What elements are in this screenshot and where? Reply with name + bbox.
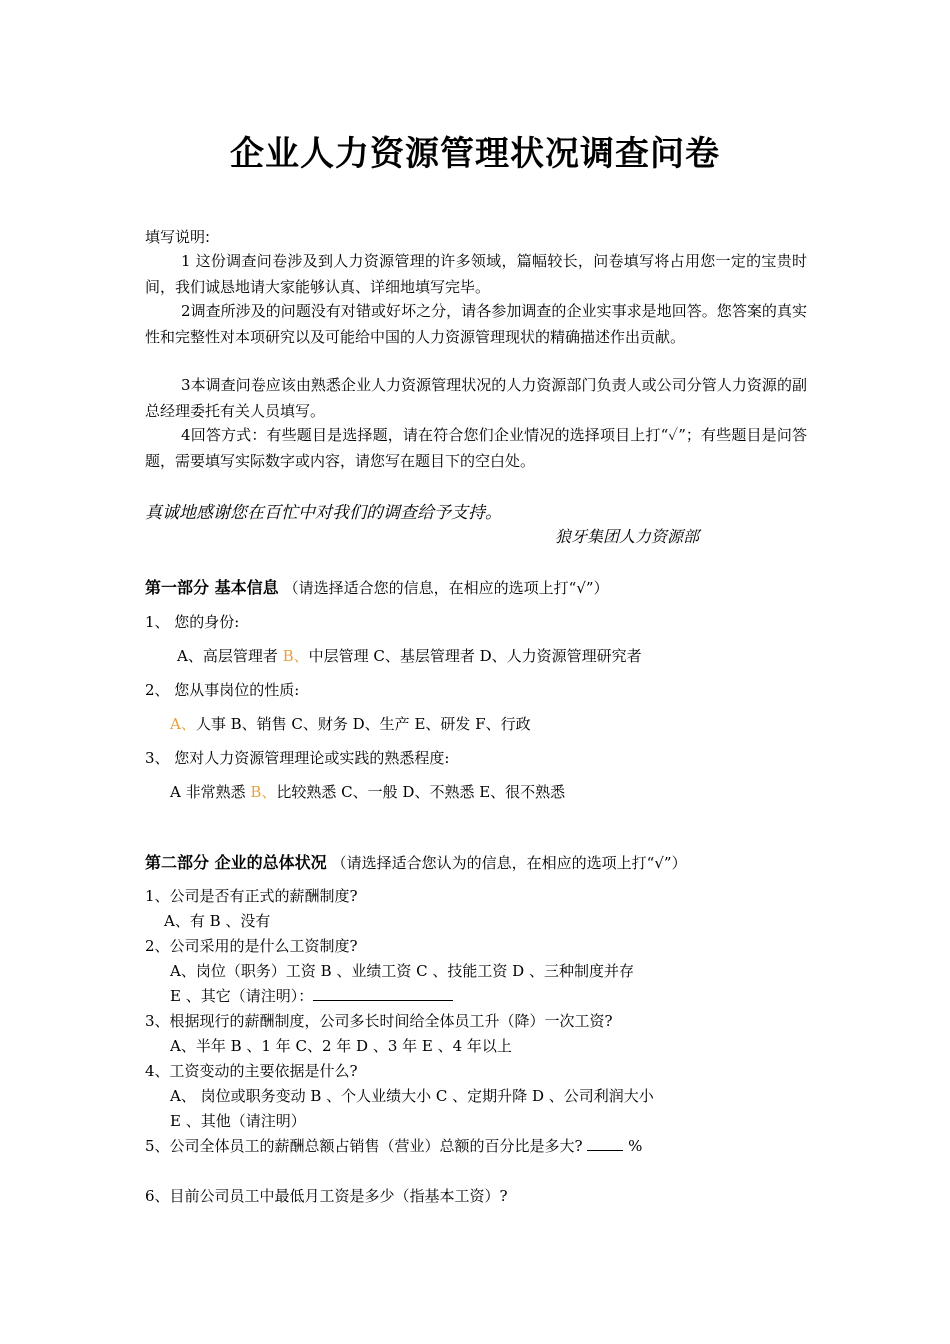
instruction-paragraph-2: 2调查所涉及的问题没有对错或好坏之分，请各参加调查的企业实事求是地回答。您答案的真实性和完整性对本项研究以及可能给中国的人力资源管理现状的精确描述作出贡献。 [145,302,807,346]
thanks-note: 真诚地感谢您在百忙中对我们的调查给予支持。 [145,503,502,523]
p2-q2-other-label: E 、其它（请注明）： [170,987,314,1005]
p1-q1-options[interactable] [177,645,642,666]
part1-heading [145,575,609,598]
p1-question-2: 2、 您从事岗位的性质: [145,681,300,699]
p2-q2-other-blank[interactable] [313,985,453,1001]
p1-q1-option-a: A、高层管理者 [177,647,283,665]
p1-q3-options[interactable] [170,781,565,802]
part2-title: 第二部分 企业的总体状况 [145,853,327,872]
p2-q5-unit: % [628,1137,643,1155]
part2-note: （请选择适合您认为的信息，在相应的选项上打“√”） [331,854,687,872]
p1-q1-option-rest: 中层管理 C、基层管理者 D、人力资源管理研究者 [308,647,642,665]
p1-question-1: 1、 您的身份: [145,613,240,631]
p2-q4-options[interactable]: A、 岗位或职务变动 B 、个人业绩大小 C 、定期升降 D 、公司利润大小 [170,1087,654,1105]
p1-q3-option-rest: 比较熟悉 C、一般 D、不熟悉 E、很不熟悉 [276,783,566,801]
p2-q3-options[interactable]: A、半年 B 、1 年 C、2 年 D 、3 年 E 、4 年以上 [170,1037,512,1055]
p1-question-3: 3、 您对人力资源管理理论或实践的熟悉程度: [145,749,450,767]
p1-q2-option-rest: 人事 B、销售 C、财务 D、生产 E、研发 F、行政 [195,715,531,733]
p1-q2-option-a-selected: A、 [170,715,196,733]
p2-question-1: 1、公司是否有正式的薪酬制度? [145,887,358,905]
instruction-paragraph-1: 1 这份调查问卷涉及到人力资源管理的许多领域，篇幅较长，问卷填写将占用您一定的宝贵时间，我们诚恳地请大家能够认真、详细地填写完毕。 [145,252,807,296]
p2-question-4: 4、工资变动的主要依据是什么? [145,1062,358,1080]
p2-question-6: 6、目前公司员工中最低月工资是多少（指基本工资）? [145,1187,508,1205]
part1-title: 第一部分 基本信息 [145,578,279,597]
page-title: 企业人力资源管理状况调查问卷 [230,134,720,174]
instruction-paragraph-4: 4回答方式：有些题目是选择题，请在符合您们企业情况的选择项目上打“✓”；有些题目是问答题，需要填写实际数字或内容，请您写在题目下的空白处。 [145,426,807,470]
p2-q1-options[interactable]: A、有 B 、没有 [164,912,271,930]
instruction-paragraph-3: 3本调查问卷应该由熟悉企业人力资源管理状况的人力资源部门负责人或公司分管人力资源的副总经理委托有关人员填写。 [145,376,807,420]
p2-q2-other[interactable] [170,985,453,1006]
part1-note: （请选择适合您的信息，在相应的选项上打“√”） [283,579,609,597]
part2-heading [145,850,687,873]
p1-q3-option-b-selected: B、 [250,783,277,801]
p2-q5-label: 5、公司全体员工的薪酬总额占销售（营业）总额的百分比是多大? [145,1137,583,1155]
p2-question-3: 3、根据现行的薪酬制度，公司多长时间给全体员工升（降）一次工资? [145,1012,613,1030]
p1-q2-options[interactable] [170,713,531,734]
p1-q1-option-b-selected: B、 [282,647,309,665]
p2-q5-blank[interactable] [587,1136,623,1151]
p1-q3-option-a: A 非常熟悉 [170,783,251,801]
p2-q4-other[interactable]: E 、其他（请注明） [170,1112,306,1130]
signature: 狼牙集团人力资源部 [555,527,700,546]
p2-q2-options[interactable]: A、岗位（职务）工资 B 、业绩工资 C 、技能工资 D 、三种制度并存 [170,962,634,980]
instructions-heading: 填写说明: [145,228,211,246]
p2-question-2: 2、公司采用的是什么工资制度? [145,937,358,955]
p2-question-5 [145,1135,642,1156]
